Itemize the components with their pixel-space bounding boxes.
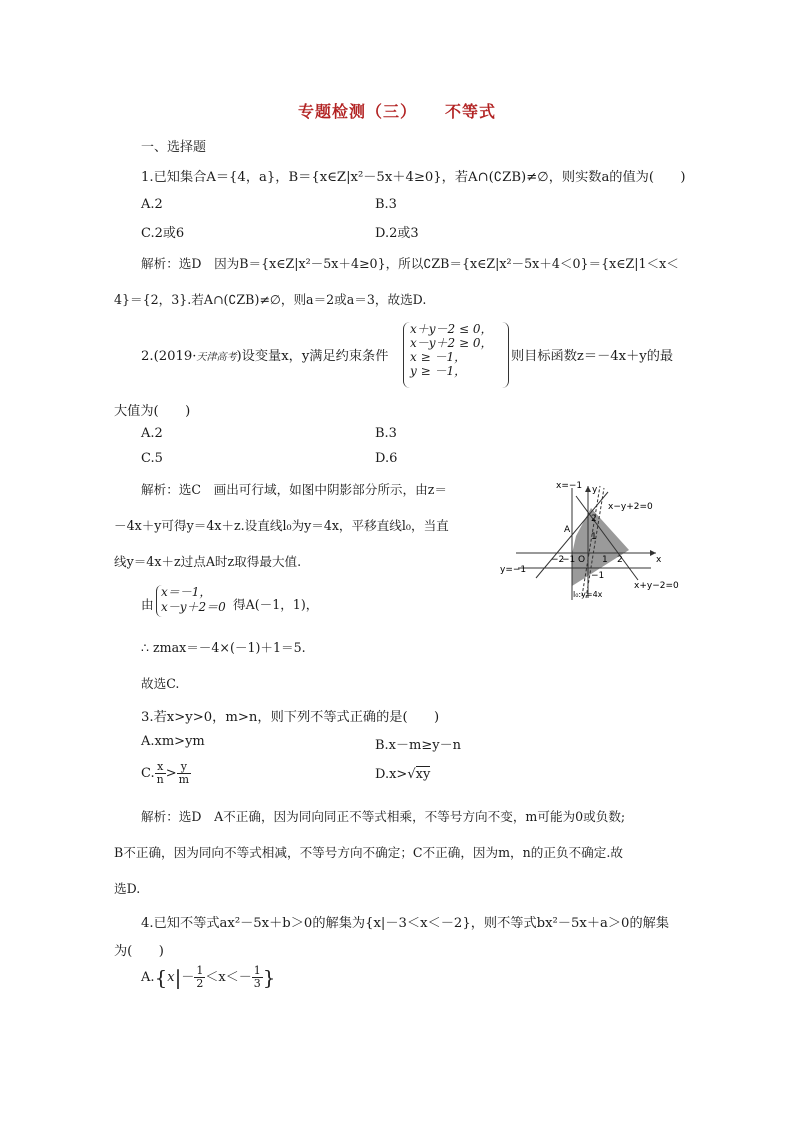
q2-solution-line3: 线y＝4x＋z过点A时z取得最大值.	[114, 554, 302, 569]
q4-frac2-num: 1	[253, 964, 261, 977]
q2-option-b: B.3	[375, 426, 397, 441]
label-x-eq-neg1: x=−1	[556, 481, 583, 491]
q1-option-b: B.3	[375, 197, 397, 212]
q2-conclusion: 故选C.	[141, 676, 180, 691]
q3-option-c-frac2	[177, 761, 191, 786]
label-line1: x−y+2=0	[608, 502, 653, 512]
q1-stem: 1.已知集合A＝{4，a}，B＝{x∈Z|x²－5x＋4≥0}，若A∩(∁ZB)≠∅，则实数a的值为( )	[141, 170, 686, 185]
sqrt-sign: √	[407, 767, 416, 782]
title-sub: 不等式	[445, 102, 497, 121]
q1-solution-line1: 解析：选D 因为B＝{x∈Z|x²－5x＋4≥0}，所以∁ZB＝{x∈Z|x²－5x＋4＜0}＝{x∈Z|1＜x＜	[141, 256, 679, 271]
q4-stem-line1: 4.已知不等式ax²－5x＋b＞0的解集为{x|－3＜x＜－2}，则不等式bx²－5x＋a＞0的解集	[141, 916, 670, 931]
label-point-a: A	[564, 525, 571, 535]
y-axis-arrow	[585, 486, 591, 492]
q3-solution-line3: 选D.	[114, 881, 141, 896]
q2-option-a: A.2	[141, 426, 163, 441]
q3-option-a: A.xm>ym	[141, 734, 205, 749]
q3-option-c-prefix: C.	[141, 766, 155, 781]
q2-option-c: C.5	[141, 451, 163, 466]
label-y-axis: y	[592, 485, 598, 495]
q2-constraints-brace	[403, 322, 410, 388]
q4-option-a-mid: ＜x＜－	[205, 970, 252, 985]
q3-option-c-op: >	[165, 766, 177, 781]
section-heading: 一、选择题	[141, 140, 207, 155]
q1-solution-line2: 4}＝{2，3}.若A∩(∁ZB)≠∅，则a＝2或a＝3，故选D.	[114, 292, 427, 307]
tick-y2: 2	[591, 514, 597, 524]
constraint-2: x－y＋2 ≥ 0，	[410, 336, 493, 350]
q1-option-d: D.2或3	[375, 226, 419, 241]
tick-neg1: −1	[562, 555, 576, 565]
system-eq-2: x－y＋2＝0	[161, 600, 226, 614]
left-brace-glyph: {	[154, 965, 168, 990]
q4-frac1-num: 1	[196, 964, 204, 977]
q3-solution-line2: B不正确，因为同向不等式相减，不等号方向不确定；C不正确，因为m，n的正负不确定.故	[114, 845, 623, 860]
q2-constraints-right-brace	[502, 322, 509, 388]
q2-system	[161, 585, 226, 615]
q1-option-a: A.2	[141, 197, 163, 212]
q2-source-tag: 天津高考	[196, 352, 237, 363]
q4-option-a-frac1	[194, 965, 205, 990]
q3-option-d-radicand: xy	[415, 767, 431, 782]
tick-2: 2	[617, 555, 623, 565]
q4-option-a-minus: －	[181, 970, 195, 985]
q3-option-d	[375, 767, 430, 782]
q3-option-c-frac1	[155, 761, 166, 786]
q2-system-result: 得A(－1，1)，	[233, 597, 319, 612]
q2-stem-suffix: 则目标函数z＝－4x＋y的最	[511, 349, 674, 364]
constraint-4: y ≥ －1，	[410, 364, 467, 378]
label-x-axis: x	[656, 555, 662, 565]
constraint-3: x ≥ －1，	[410, 350, 467, 364]
q3-option-b: B.x－m≥y－n	[375, 738, 461, 753]
q2-solution-line1: 解析：选C 画出可行域，如图中阴影部分所示，由z＝	[141, 482, 447, 497]
page-title	[0, 99, 794, 122]
q4-frac2-den: 3	[253, 977, 261, 990]
constraint-1: x＋y－2 ≤ 0，	[410, 322, 493, 336]
q4-option-a	[141, 965, 275, 990]
right-brace-glyph: }	[262, 965, 276, 990]
q3-solution-line1: 解析：选D A不正确，因为同向同正不等式相乘，不等号方向不变，m可能为0或负数;	[141, 809, 626, 824]
title-main: 专题检测（三）	[297, 102, 417, 121]
feasible-region-figure	[496, 478, 686, 604]
q2-option-d: D.6	[375, 451, 398, 466]
bar-glyph: |	[174, 965, 182, 990]
q4-frac1-den: 2	[196, 977, 204, 990]
q3-frac1-den: n	[156, 773, 164, 786]
label-line2: x+y−2=0	[634, 581, 679, 591]
q2-stem-prefix: 2.(2019·	[141, 349, 197, 364]
tick-yneg1: −1	[591, 571, 605, 581]
label-origin: O	[578, 555, 586, 565]
tick-1: 1	[602, 555, 608, 565]
label-y-eq-neg1: y=−1	[500, 565, 527, 575]
tick-neg2: −2	[551, 555, 565, 565]
q2-system-prefix: 由	[141, 597, 154, 612]
label-l0: l₀:y=4x	[573, 590, 603, 599]
q3-option-c	[141, 761, 191, 786]
tick-y1: 1	[591, 532, 597, 542]
q2-stem	[141, 345, 388, 364]
q3-frac1-num: x	[155, 761, 166, 774]
system-eq-1: x＝－1，	[161, 585, 212, 599]
q4-stem-line2: 为( )	[114, 944, 164, 959]
q3-frac2-den: m	[178, 773, 190, 786]
q2-stem-line2: 大值为( )	[114, 404, 191, 419]
q2-zmax: ∴ zmax＝－4×(－1)＋1＝5.	[141, 640, 306, 655]
q3-stem: 3.若x>y>0，m>n，则下列不等式正确的是( )	[141, 710, 440, 725]
q2-stem-middle: )设变量x，y满足约束条件	[236, 349, 389, 364]
q3-option-d-prefix: D.x>	[375, 767, 408, 782]
q1-option-c: C.2或6	[141, 226, 185, 241]
q3-frac2-num: y	[177, 761, 191, 774]
q4-option-a-frac2	[252, 965, 263, 990]
q2-constraints	[410, 322, 493, 378]
q4-option-a-var: x	[167, 970, 175, 985]
q2-solution-line2: －4x＋y可得y＝4x＋z.设直线l₀为y＝4x，平移直线l₀，当直	[114, 518, 449, 533]
q4-option-a-prefix: A.	[141, 970, 155, 985]
